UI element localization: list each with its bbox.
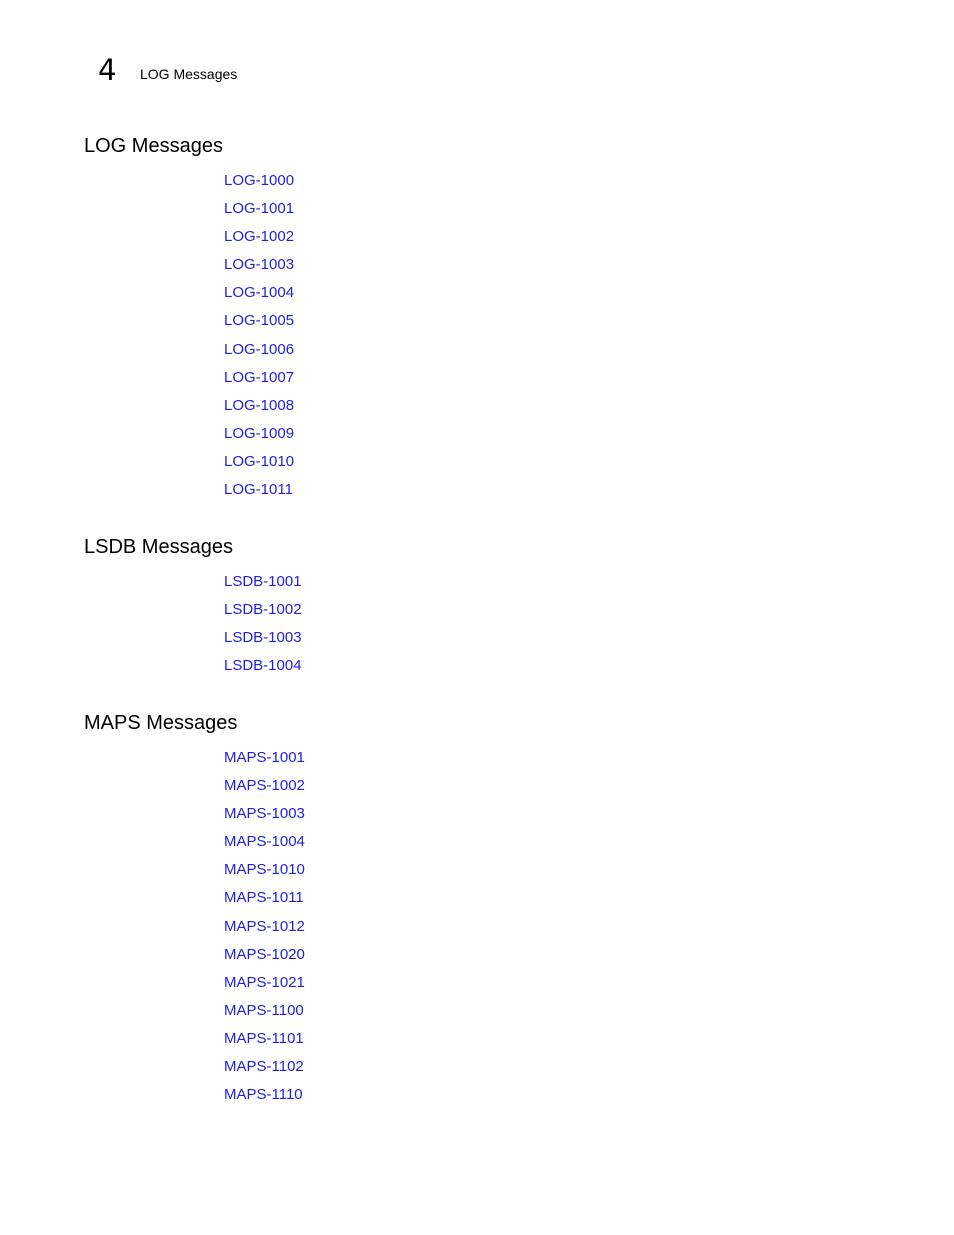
list-item: [224, 453, 684, 481]
message-link[interactable]: LSDB-1004: [224, 657, 302, 675]
message-link[interactable]: LOG-1001: [224, 200, 295, 218]
list-item: [224, 629, 684, 657]
list-item: [224, 657, 684, 685]
section-title: MAPS Messages: [84, 712, 238, 734]
list-item: [224, 601, 684, 629]
running-header-title: LOG Messages: [140, 66, 238, 82]
list-item: [224, 228, 684, 256]
message-link[interactable]: LOG-1005: [224, 312, 295, 330]
list-item: [224, 918, 684, 946]
section-log-messages: [84, 133, 684, 509]
list-item: [224, 1086, 684, 1114]
section-lsdb-messages: [84, 534, 684, 685]
message-link[interactable]: LOG-1004: [224, 284, 295, 302]
section-title: LOG Messages: [84, 135, 223, 157]
list-item: [224, 369, 684, 397]
list-item: [224, 889, 684, 917]
message-link[interactable]: LOG-1007: [224, 368, 295, 386]
list-item: [224, 573, 684, 601]
message-link[interactable]: MAPS-1001: [224, 749, 305, 766]
list-item: [224, 256, 684, 284]
list-item: [224, 481, 684, 509]
message-link[interactable]: MAPS-1003: [224, 805, 305, 823]
message-link[interactable]: LOG-1009: [224, 424, 295, 442]
list-item: [224, 861, 684, 889]
message-link[interactable]: LOG-1011: [224, 481, 293, 499]
list-item: [224, 833, 684, 861]
message-link[interactable]: LOG-1002: [224, 228, 295, 246]
section-maps-messages: [84, 710, 684, 1114]
message-link[interactable]: MAPS-1101: [224, 1029, 304, 1047]
message-link[interactable]: MAPS-1002: [224, 777, 305, 795]
list-item: [224, 425, 684, 453]
list-item: [224, 777, 684, 805]
list-item: [224, 200, 684, 228]
message-link[interactable]: MAPS-1012: [224, 917, 305, 935]
list-item: [224, 341, 684, 369]
link-list: [224, 172, 684, 509]
link-list: [224, 749, 684, 1114]
list-item: [224, 1002, 684, 1030]
message-link[interactable]: LOG-1010: [224, 452, 295, 470]
message-link[interactable]: MAPS-1102: [224, 1058, 304, 1076]
message-link[interactable]: LOG-1003: [224, 256, 295, 274]
list-item: [224, 172, 684, 200]
list-item: [224, 974, 684, 1002]
message-link[interactable]: MAPS-1021: [224, 973, 305, 991]
chapter-number: 4: [98, 53, 117, 87]
message-link[interactable]: MAPS-1010: [224, 861, 305, 879]
message-link[interactable]: MAPS-1011: [224, 889, 304, 907]
list-item: [224, 284, 684, 312]
list-item: [224, 805, 684, 833]
message-link[interactable]: MAPS-1020: [224, 945, 305, 963]
message-link[interactable]: MAPS-1004: [224, 833, 305, 851]
message-link[interactable]: MAPS-1100: [224, 1001, 304, 1019]
list-item: [224, 946, 684, 974]
message-link[interactable]: LOG-1006: [224, 340, 295, 358]
list-item: [224, 312, 684, 340]
link-list: [224, 573, 684, 685]
list-item: [224, 1058, 684, 1086]
list-item: [224, 397, 684, 425]
message-link[interactable]: LSDB-1002: [224, 601, 302, 619]
list-item: [224, 749, 684, 777]
message-link[interactable]: LSDB-1003: [224, 629, 302, 647]
section-title: LSDB Messages: [84, 536, 233, 558]
message-link[interactable]: LOG-1008: [224, 396, 295, 414]
message-link[interactable]: MAPS-1110: [224, 1086, 303, 1104]
message-link[interactable]: LSDB-1001: [224, 573, 302, 590]
list-item: [224, 1030, 684, 1058]
message-link[interactable]: LOG-1000: [224, 172, 295, 189]
